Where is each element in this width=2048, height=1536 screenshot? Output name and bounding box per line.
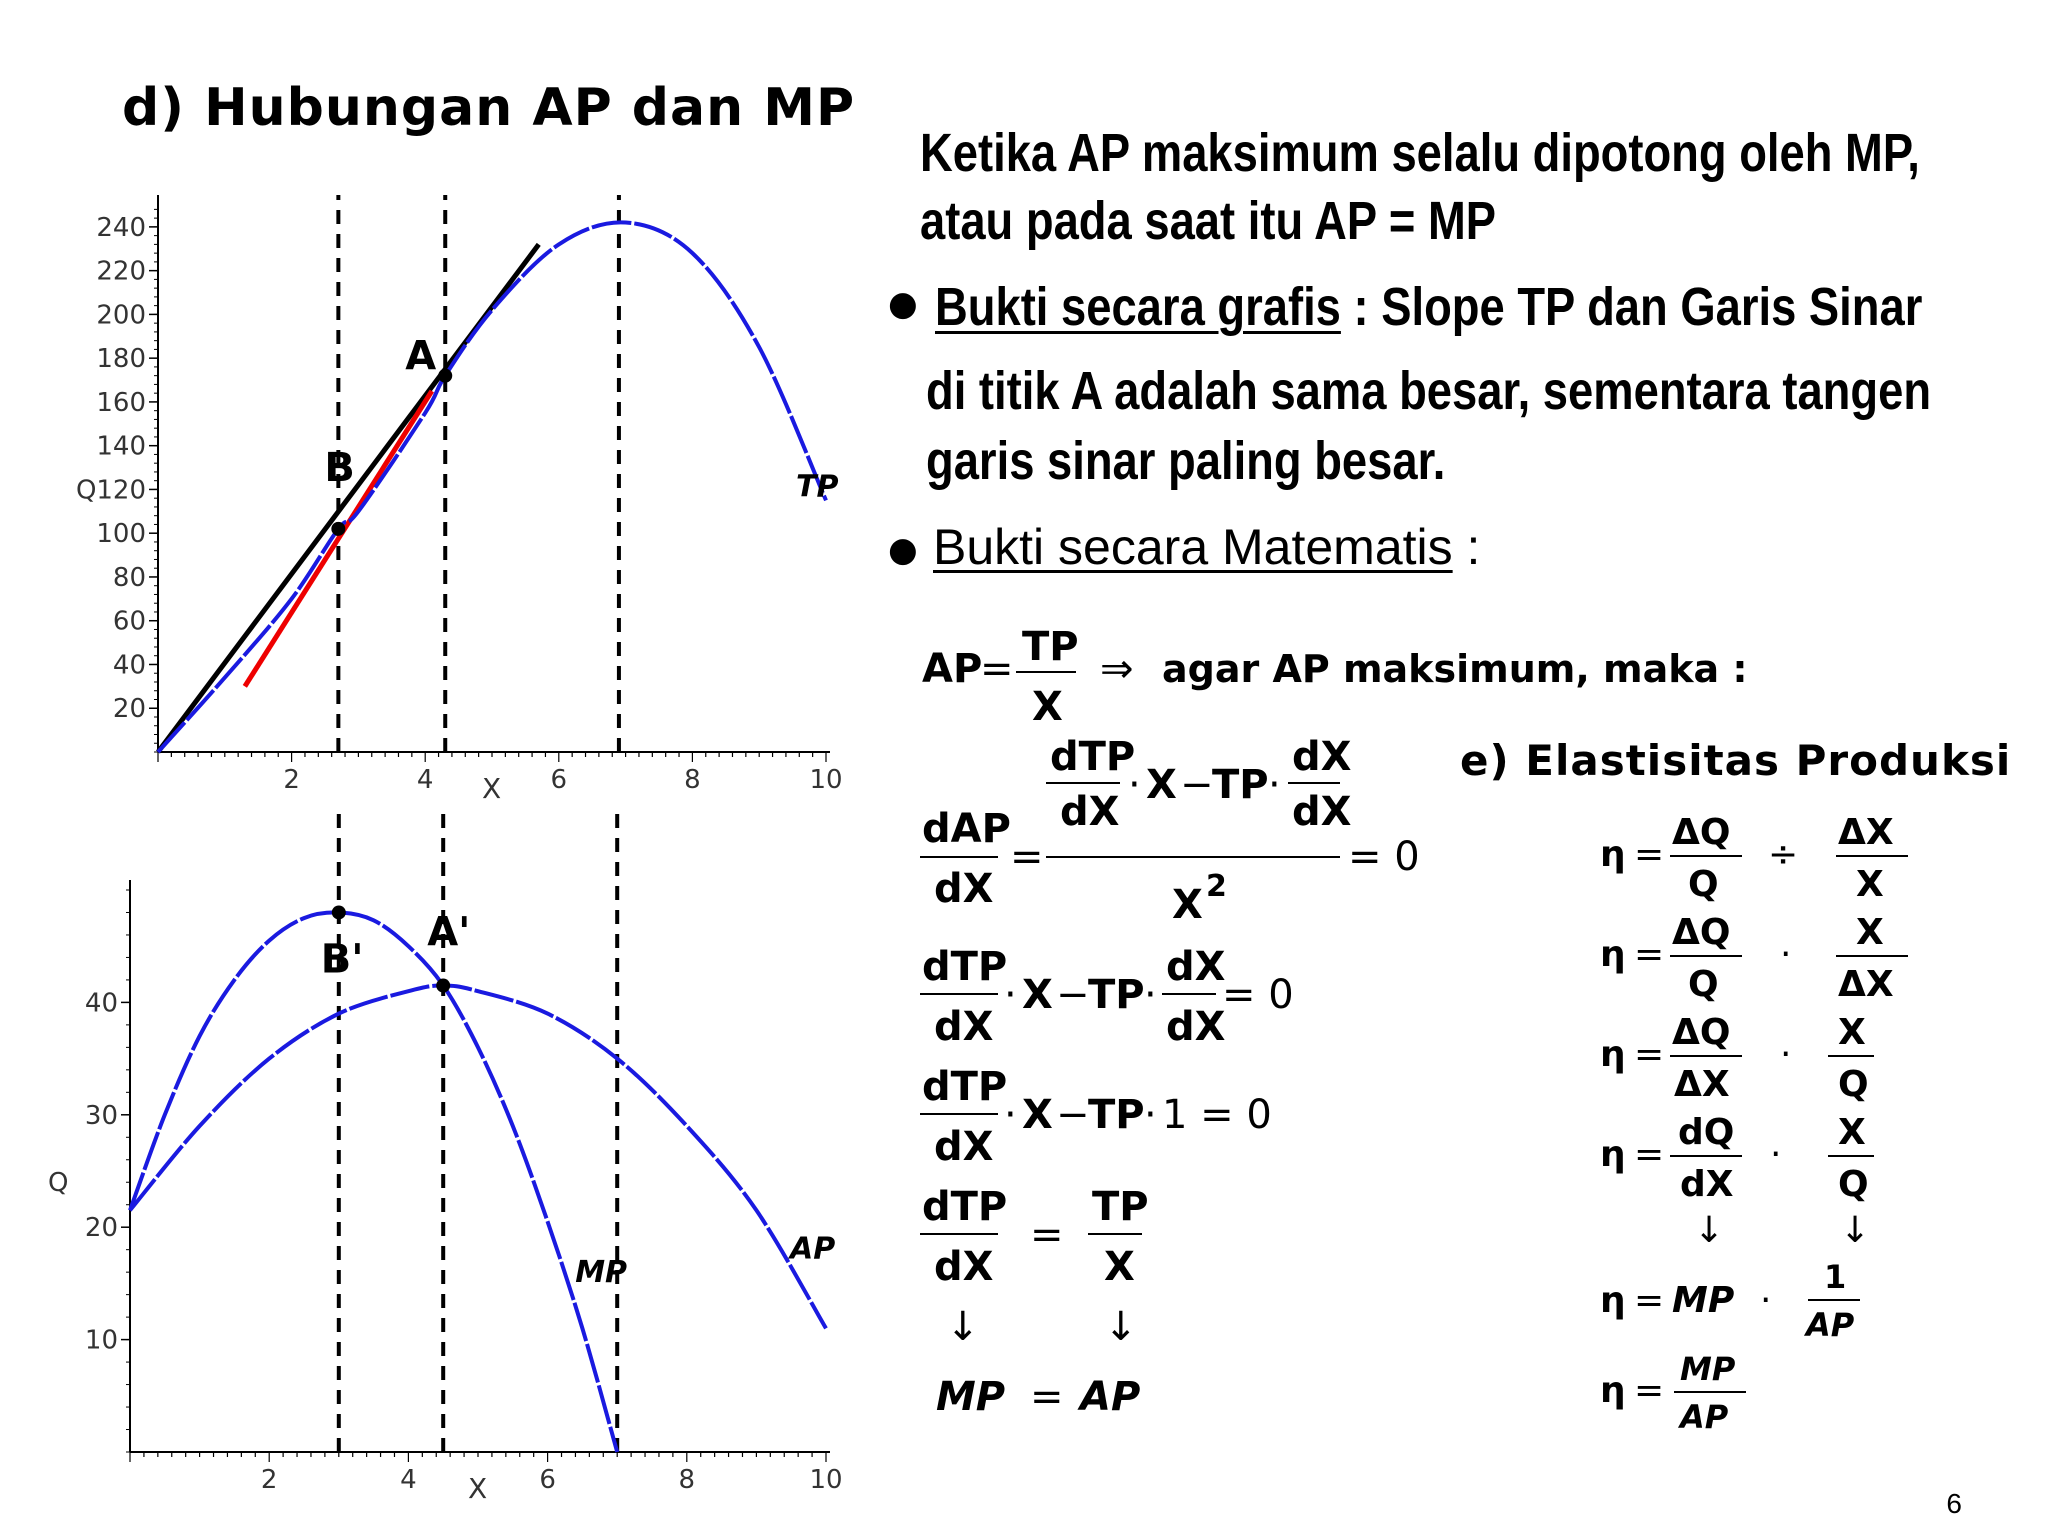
minus-sign: − xyxy=(1056,1092,1090,1138)
eta-symbol: η xyxy=(1600,1034,1626,1075)
dx-label: dX xyxy=(1060,789,1120,835)
q-label: Q xyxy=(1688,864,1719,905)
tp-label: TP xyxy=(1092,1184,1149,1230)
y-tick-label: 200 xyxy=(96,300,146,331)
x-label: X xyxy=(1838,1012,1866,1053)
tp-label: TP xyxy=(1212,762,1269,808)
point-label: A' xyxy=(427,909,471,956)
delta-x: ΔX xyxy=(1838,812,1894,853)
bullet-2-text xyxy=(933,518,1480,576)
delta-q: ΔQ xyxy=(1672,812,1731,853)
one-equals-zero: 1 = 0 xyxy=(1162,1092,1272,1138)
one-label: 1 xyxy=(1824,1258,1847,1296)
x-tick-label: 2 xyxy=(283,765,300,795)
mp-label: MP xyxy=(936,1374,1006,1420)
x-label: X xyxy=(1022,972,1053,1018)
slide-title: d) Hubungan AP dan MP xyxy=(122,78,856,138)
statement-line-2: atau pada saat itu AP = MP xyxy=(920,191,1497,251)
series-line-tp xyxy=(158,222,826,752)
tp-numerator: TP xyxy=(1022,624,1079,670)
times-dot: · xyxy=(1760,1280,1772,1321)
dtp-label: dTP xyxy=(922,944,1008,990)
condition-text: agar AP maksimum, maka : xyxy=(1162,647,1748,691)
ap-mp-chart xyxy=(48,810,843,1505)
times-dot: · xyxy=(1144,972,1157,1018)
bullet-1-line-2: di titik A adalah sama besar, sementara tangen xyxy=(926,361,1932,421)
series-label-ap: AP xyxy=(790,1231,836,1267)
down-arrow-icon: ↓ xyxy=(1840,1210,1871,1251)
q-label: Q xyxy=(1838,1164,1869,1205)
equals-zero: = 0 xyxy=(1222,972,1294,1018)
y-tick-label: 120 xyxy=(96,475,146,506)
delta-x: ΔX xyxy=(1674,1064,1730,1105)
x-label: X xyxy=(1104,1244,1135,1290)
times-dot: · xyxy=(1004,972,1017,1018)
x-label: X xyxy=(1146,762,1177,808)
implies-icon: ⇒ xyxy=(1100,646,1134,692)
bullet-2-label: Bukti secara Matematis xyxy=(933,519,1453,575)
x-label: X xyxy=(1856,864,1884,905)
ap-label: AP xyxy=(1080,1374,1141,1420)
equals-sign: = xyxy=(1634,834,1665,875)
exponent: 2 xyxy=(1206,869,1227,904)
equals-sign: = xyxy=(1030,1374,1064,1420)
x-tick-label: 8 xyxy=(678,1465,696,1495)
x-tick-label: 8 xyxy=(684,765,701,795)
dtp-label: dTP xyxy=(922,1184,1008,1230)
minus-sign: − xyxy=(1056,972,1090,1018)
bullet-icon: ● xyxy=(888,284,918,324)
dx-label: dX xyxy=(1292,734,1352,780)
y-tick-label: 160 xyxy=(96,387,146,418)
point-label: B xyxy=(324,444,355,491)
x-denominator: X xyxy=(1032,684,1063,730)
charts-canvas xyxy=(0,0,860,1536)
point-label: A xyxy=(405,333,437,380)
x-squared-base: X xyxy=(1172,882,1203,928)
equals-sign: = xyxy=(1634,1280,1665,1321)
dx-label: dX xyxy=(934,1244,994,1290)
statement-line-1: Ketika AP maksimum selalu dipotong oleh MP, xyxy=(920,123,1920,183)
series-label-mp: MP xyxy=(575,1255,628,1290)
divide-icon: ÷ xyxy=(1768,834,1799,875)
point-marker xyxy=(436,979,450,993)
down-arrow-icon: ↓ xyxy=(946,1304,980,1350)
dx-denominator: dX xyxy=(934,866,994,912)
equals-zero: = 0 xyxy=(1348,834,1420,880)
times-dot: · xyxy=(1780,1034,1792,1075)
y-tick-label: 40 xyxy=(84,988,118,1019)
tp-label: TP xyxy=(1088,972,1145,1018)
dtp-label: dTP xyxy=(922,1064,1008,1110)
bullet-1-label: Bukti secara grafis xyxy=(935,277,1341,337)
equals-sign: = xyxy=(1030,1212,1064,1258)
series-label-tp: TP xyxy=(796,469,839,505)
times-dot: · xyxy=(1770,1134,1782,1175)
y-tick-label: 20 xyxy=(84,1213,118,1244)
x-axis-label: X xyxy=(468,1472,488,1505)
mp-label: MP xyxy=(1680,1350,1736,1388)
y-tick-label: 140 xyxy=(96,431,146,462)
down-arrow-icon: ↓ xyxy=(1694,1210,1725,1251)
series-line-ap xyxy=(130,986,826,1329)
y-tick-label: 40 xyxy=(112,650,146,681)
x-tick-label: 10 xyxy=(809,765,843,795)
bullet-1-rest: : Slope TP dan Garis Sinar xyxy=(1340,277,1923,337)
delta-q: ΔQ xyxy=(1672,1012,1731,1053)
dtp-label: dTP xyxy=(1050,734,1136,780)
y-tick-label: 30 xyxy=(84,1100,118,1131)
y-axis-label: Q xyxy=(48,1168,69,1198)
eta-symbol: η xyxy=(1600,1370,1626,1411)
equals-sign: = xyxy=(1634,934,1665,975)
x-tick-label: 6 xyxy=(550,765,568,795)
page-number: 6 xyxy=(1946,1488,1962,1519)
bullet-1-text xyxy=(935,276,1922,338)
bullet-1-line-3: garis sinar paling besar. xyxy=(926,431,1446,491)
series-line-mp xyxy=(130,909,617,1452)
equals-sign: = xyxy=(1010,834,1044,880)
y-tick-label: 100 xyxy=(96,519,146,550)
point-label: B' xyxy=(320,936,364,983)
bullet-icon: ● xyxy=(888,530,918,570)
equals-sign: = xyxy=(1634,1134,1665,1175)
x-tick-label: 10 xyxy=(809,1465,843,1495)
x-tick-label: 4 xyxy=(400,1465,417,1495)
delta-x: ΔX xyxy=(1838,964,1894,1005)
y-axis-label: Q xyxy=(76,475,97,506)
dx-label: dX xyxy=(934,1004,994,1050)
delta-q: ΔQ xyxy=(1672,912,1731,953)
x-axis-label: X xyxy=(482,772,502,805)
dx-label: dX xyxy=(1680,1164,1734,1205)
bullet-2-rest: : xyxy=(1452,519,1481,575)
eta-symbol: η xyxy=(1600,834,1626,875)
eta-symbol: η xyxy=(1600,1134,1626,1175)
ap-label: AP xyxy=(922,646,983,692)
eta-symbol: η xyxy=(1600,1280,1626,1321)
y-tick-label: 60 xyxy=(112,606,146,637)
equals-sign: = xyxy=(1634,1034,1665,1075)
y-tick-label: 220 xyxy=(96,256,146,287)
y-tick-label: 80 xyxy=(112,562,146,593)
x-tick-label: 4 xyxy=(416,765,434,795)
dap-numerator: dAP xyxy=(922,806,1011,852)
times-dot: · xyxy=(1144,1092,1157,1138)
ap-label: AP xyxy=(1680,1398,1729,1436)
dx-label: dX xyxy=(934,1124,994,1170)
times-dot: · xyxy=(1268,762,1281,808)
x-label: X xyxy=(1838,1112,1866,1153)
point-marker xyxy=(438,369,452,383)
ap-label: AP xyxy=(1806,1306,1855,1344)
eta-symbol: η xyxy=(1600,934,1626,975)
y-tick-label: 180 xyxy=(96,344,146,375)
down-arrow-icon: ↓ xyxy=(1104,1304,1138,1350)
tp-chart xyxy=(76,195,843,805)
x-tick-label: 2 xyxy=(260,1465,278,1495)
y-tick-label: 20 xyxy=(112,694,146,725)
q-label: Q xyxy=(1688,964,1719,1005)
y-tick-label: 240 xyxy=(96,212,146,243)
elasticity-heading: e) Elastisitas Produksi xyxy=(1460,736,2012,785)
elasticity-formulas xyxy=(1590,800,1930,1450)
times-dot: · xyxy=(1780,934,1792,975)
dx-label: dX xyxy=(1166,944,1226,990)
times-dot: · xyxy=(1004,1092,1017,1138)
times-dot: · xyxy=(1128,762,1141,808)
dx-label: dX xyxy=(1292,789,1352,835)
dq-label: dQ xyxy=(1678,1112,1735,1153)
point-marker xyxy=(332,905,346,919)
y-tick-label: 10 xyxy=(84,1325,118,1356)
tp-label: TP xyxy=(1088,1092,1145,1138)
x-label: X xyxy=(1022,1092,1053,1138)
point-marker xyxy=(331,522,345,536)
minus-sign: − xyxy=(1180,762,1214,808)
equals-sign: = xyxy=(1634,1370,1665,1411)
x-label: X xyxy=(1856,912,1884,953)
q-label: Q xyxy=(1838,1064,1869,1105)
x-tick-label: 6 xyxy=(539,1465,556,1495)
dx-label: dX xyxy=(1166,1004,1226,1050)
equals-sign: = xyxy=(980,646,1014,692)
mp-label: MP xyxy=(1672,1280,1735,1321)
